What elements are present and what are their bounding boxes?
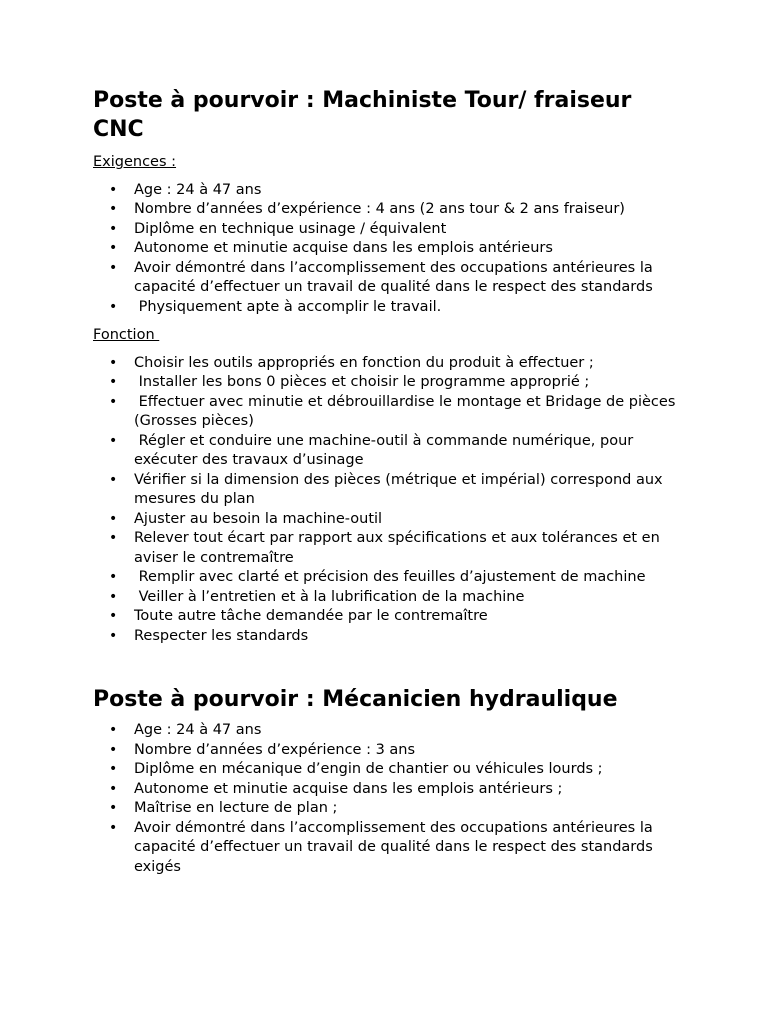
bullet-icon: • — [109, 471, 118, 488]
bullet-icon: • — [109, 298, 118, 315]
bullet-icon: • — [109, 530, 118, 546]
list-item — [93, 510, 683, 530]
list-item-text: Respecter les standards — [134, 627, 309, 644]
list-item-text: Avoir démontré dans l’accomplissement des occupations antérieures la capacité d’effectuer un travail de qualité dans le respect des standards exigés — [134, 819, 658, 875]
list-item-text: Age : 24 à 47 ans — [134, 722, 262, 738]
bullet-icon: • — [109, 181, 118, 198]
list-item-text: Maîtrise en lecture de plan ; — [134, 800, 338, 816]
bullet-icon: • — [109, 240, 118, 256]
list-item — [93, 780, 683, 800]
list-item — [93, 819, 683, 878]
exigences-heading: Exigences : — [93, 154, 177, 170]
bullet-icon: • — [109, 220, 118, 237]
bullet-icon: • — [109, 761, 118, 777]
list-item — [93, 471, 683, 510]
list-item — [93, 432, 683, 471]
exigences-list — [93, 181, 683, 318]
list-item — [93, 239, 683, 259]
bullet-icon: • — [109, 780, 118, 797]
list-item-text: Autonome et minutie acquise dans les emplois antérieurs ; — [134, 780, 563, 797]
list-item — [93, 181, 683, 201]
list-item — [93, 721, 683, 741]
fonction-list — [93, 354, 683, 647]
list-item-text: Remplir avec clarté et précision des feuilles d’ajustement de machine — [134, 569, 646, 585]
list-item-text: Installer les bons 0 pièces et choisir le programme approprié ; — [134, 374, 590, 390]
list-item-text: Diplôme en mécanique d’engin de chantier ou véhicules lourds ; — [134, 761, 603, 777]
list-item-text: Physiquement apte à accomplir le travail. — [134, 298, 442, 315]
bullet-icon: • — [109, 741, 118, 758]
list-item-text: Age : 24 à 47 ans — [134, 181, 262, 198]
mecanicien-exigences-list — [93, 721, 683, 877]
bullet-icon: • — [109, 510, 118, 527]
list-item — [93, 627, 683, 647]
list-item — [93, 298, 683, 318]
list-item — [93, 741, 683, 761]
list-item-text: Vérifier si la dimension des pièces (métrique et impérial) correspond aux mesures du plan — [134, 471, 668, 507]
list-item-text: Veiller à l’entretien et à la lubrification de la machine — [134, 588, 525, 605]
list-item — [93, 373, 683, 393]
list-item-text: Diplôme en technique usinage / équivalent — [134, 220, 447, 237]
list-item — [93, 529, 683, 568]
bullet-icon: • — [109, 259, 118, 276]
bullet-icon: • — [109, 608, 118, 624]
list-item — [93, 220, 683, 240]
bullet-icon: • — [109, 588, 118, 605]
list-item — [93, 568, 683, 588]
list-item — [93, 760, 683, 780]
list-item-text: Choisir les outils appropriés en fonction du produit à effectuer ; — [134, 354, 594, 371]
bullet-icon: • — [109, 819, 118, 836]
fonction-heading: Fonction — [93, 327, 160, 343]
list-item-text: Avoir démontré dans l’accomplissement des occupations antérieures la capacité d’effectuer un travail de qualité dans le respect des standards — [134, 259, 658, 295]
bullet-icon: • — [109, 722, 118, 738]
list-item — [93, 588, 683, 608]
job-title-mecanicien: Poste à pourvoir : Mécanicien hydraulique — [93, 687, 618, 712]
job-title-machiniste: Poste à pourvoir : Machiniste Tour/ fraiseur CNC — [93, 88, 632, 142]
bullet-icon: • — [109, 800, 118, 816]
list-item-text: Ajuster au besoin la machine-outil — [134, 510, 383, 527]
list-item-text: Autonome et minutie acquise dans les emplois antérieurs — [134, 240, 553, 256]
list-item-text: Nombre d’années d’expérience : 3 ans — [134, 741, 416, 758]
bullet-icon: • — [109, 201, 118, 217]
list-item-text: Régler et conduire une machine-outil à commande numérique, pour exécuter des travaux d’usinage — [134, 432, 638, 468]
list-item-text: Effectuer avec minutie et débrouillardise le montage et Bridage de pièces (Grosses pièces) — [134, 393, 680, 429]
list-item — [93, 393, 683, 432]
bullet-icon: • — [109, 432, 118, 449]
list-item — [93, 607, 683, 627]
bullet-icon: • — [109, 354, 118, 371]
list-item-text: Toute autre tâche demandée par le contremaître — [134, 608, 488, 624]
document-page — [93, 86, 683, 877]
list-item-text: Relever tout écart par rapport aux spécifications et aux tolérances et en aviser le contremaître — [134, 530, 665, 566]
list-item — [93, 354, 683, 374]
bullet-icon: • — [109, 374, 118, 390]
bullet-icon: • — [109, 569, 118, 585]
bullet-icon: • — [109, 393, 118, 410]
list-item — [93, 799, 683, 819]
list-item — [93, 200, 683, 220]
list-item-text: Nombre d’années d’expérience : 4 ans (2 ans tour & 2 ans fraiseur) — [134, 201, 625, 217]
list-item — [93, 259, 683, 298]
bullet-icon: • — [109, 627, 118, 644]
